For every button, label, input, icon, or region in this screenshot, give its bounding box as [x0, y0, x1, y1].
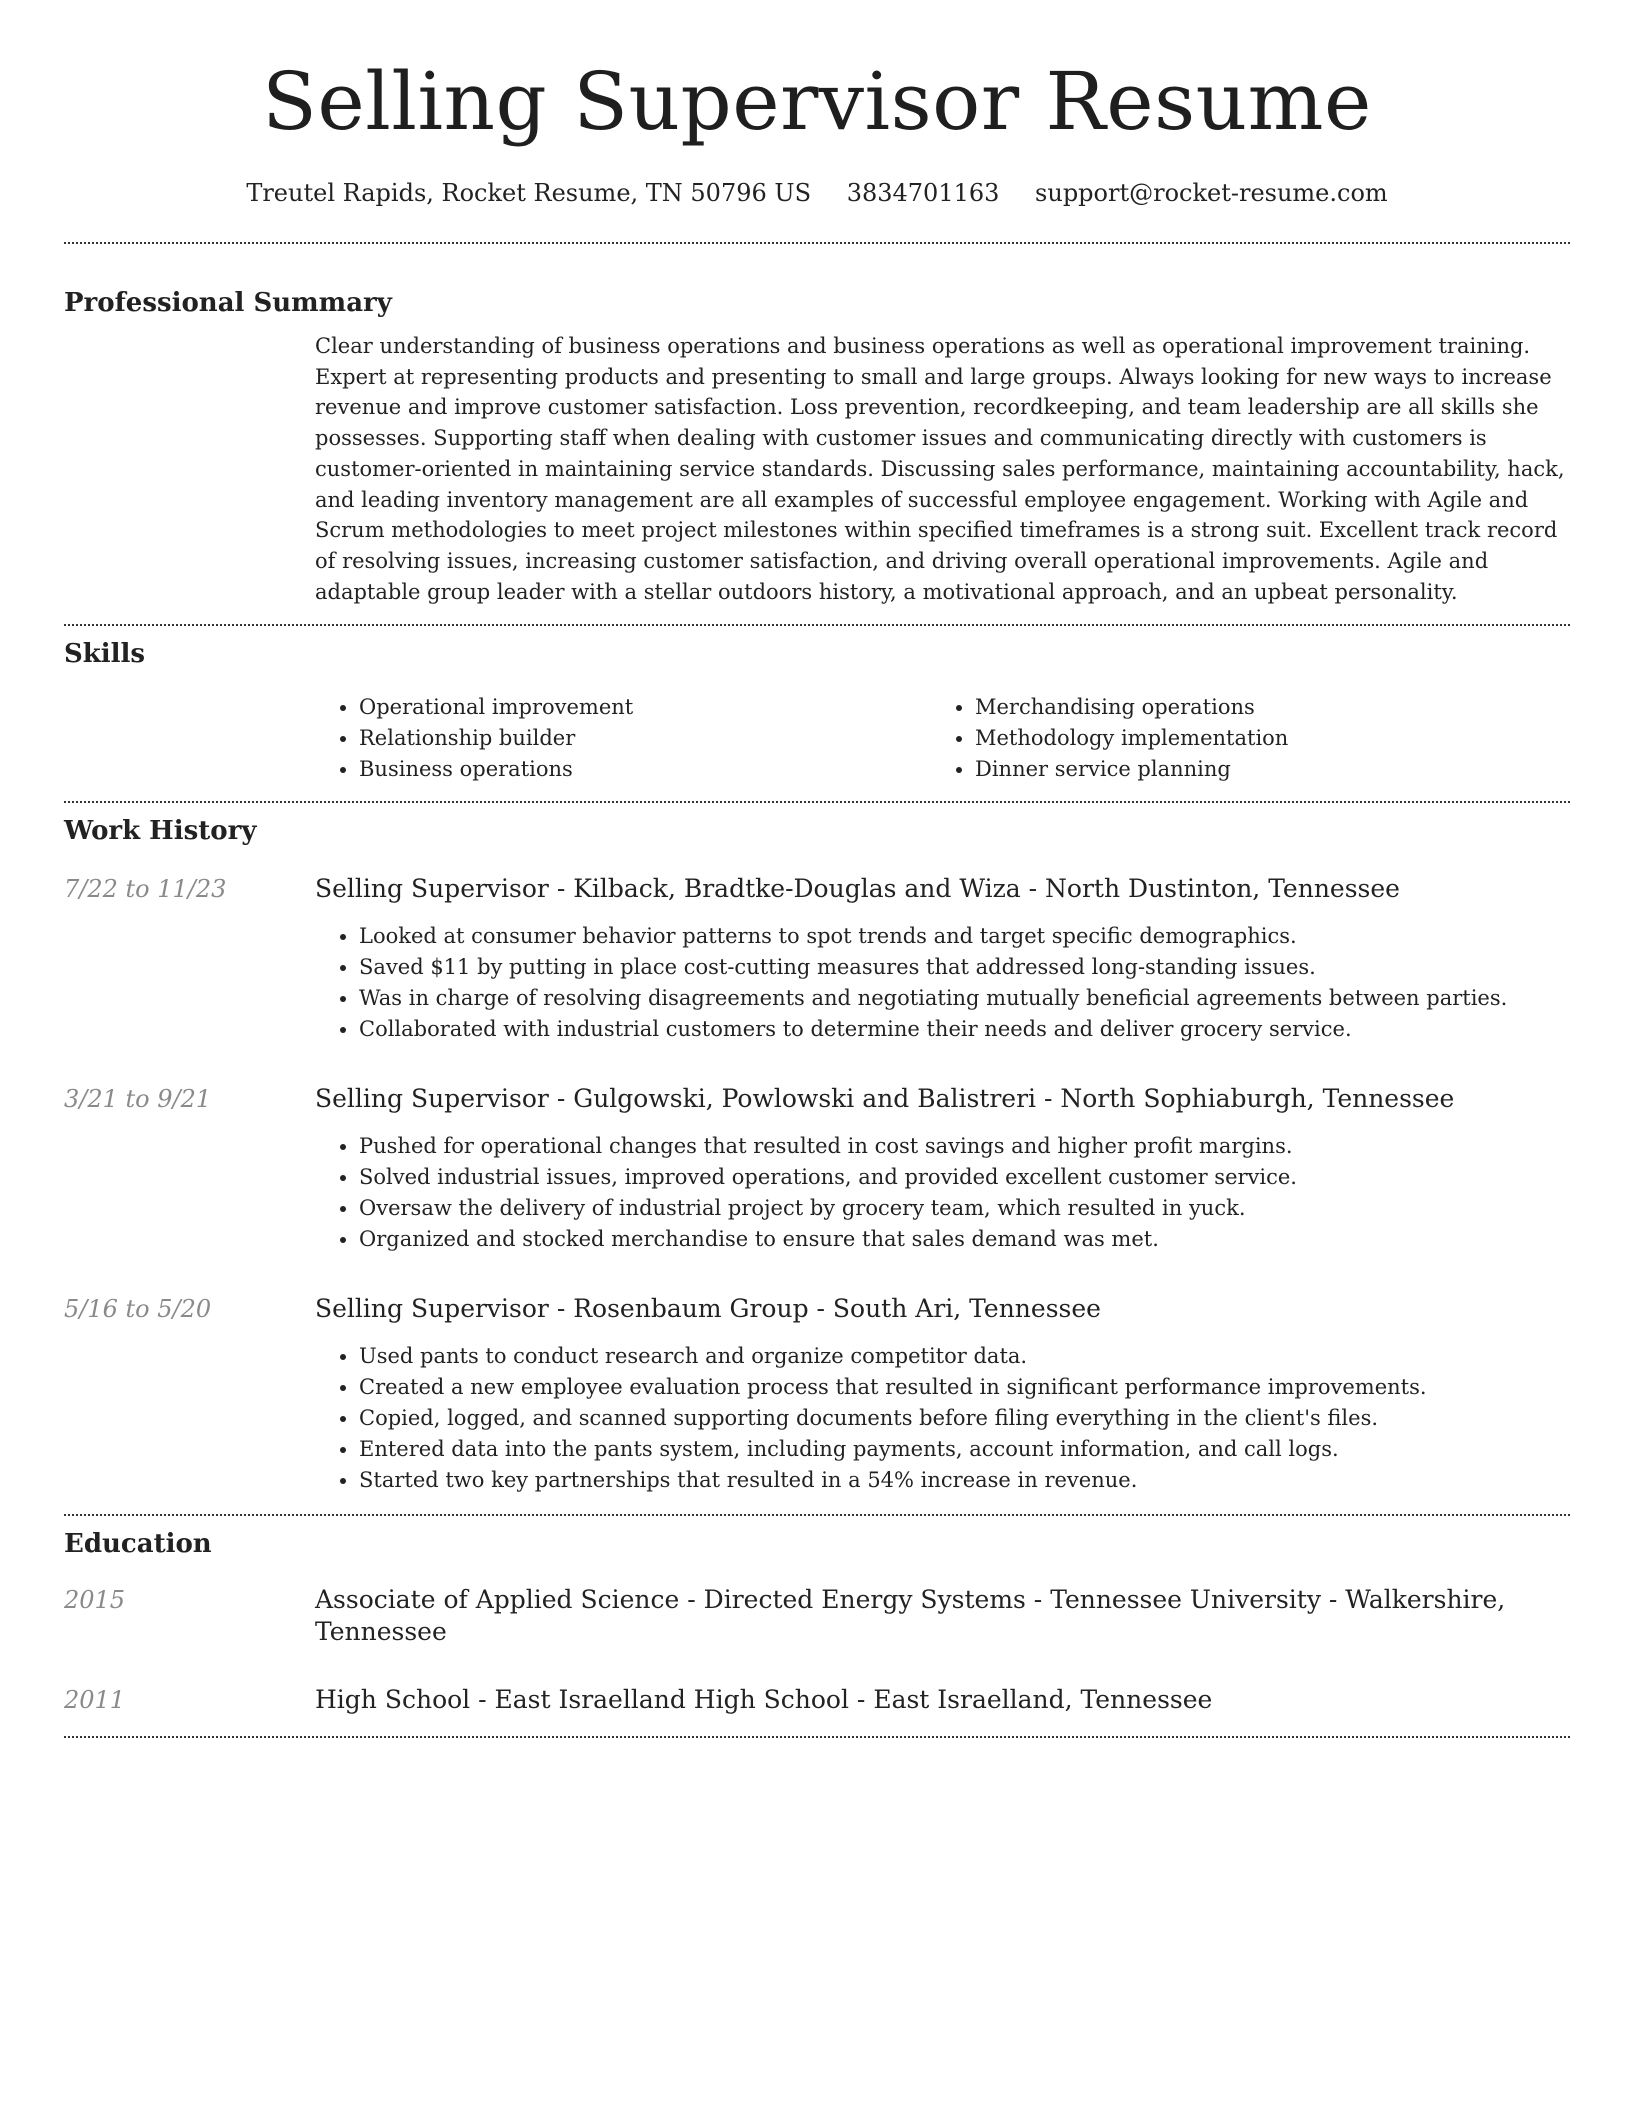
job-bullet: • Entered data into the pants system, including payments, account information, and call logs. — [359, 1434, 1570, 1465]
education-entry — [64, 1684, 1570, 1716]
job-entry — [64, 1083, 1570, 1255]
education-title: Associate of Applied Science - Directed Energy Systems - Tennessee University - Walkershire, Tennessee — [315, 1585, 1506, 1647]
contact-address: Treutel Rapids, Rocket Resume, TN 50796 US — [246, 179, 812, 207]
job-date: 5/16 to 5/20 — [64, 1295, 212, 1324]
job-entry — [64, 1293, 1570, 1496]
divider — [64, 1514, 1570, 1516]
job-title: Selling Supervisor - Kilback, Bradtke-Douglas and Wiza - North Dustinton, Tennessee — [315, 874, 1400, 904]
skill-item: • Operational improvement — [359, 692, 931, 723]
job-bullet: • Started two key partnerships that resulted in a 54% increase in revenue. — [359, 1465, 1570, 1496]
summary-text: Clear understanding of business operations and business operations as well as operational improvement training. Expert at representing products and presenting to small and large groups. Always looking for new ways to increase revenue and improve customer satisfaction. Loss prevention, recordkeeping, and team leadership are all skills she possesses. Supporting staff when dealing with customer issues and communicating directly with customers is customer-oriented in maintaining service standards. Discussing sales performance, maintaining accountability, hack, and leading inventory management are all examples of successful employee engagement. Working with Agile and Scrum methodologies to meet project milestones within specified timeframes is a strong suit. Excellent track record of resolving issues, increasing customer satisfaction, and driving overall operational improvements. Agile and adaptable group leader with a stellar outdoors history, a motivational approach, and an upbeat personality. — [315, 334, 1565, 604]
job-bullet: • Solved industrial issues, improved operations, and provided excellent customer service. — [359, 1162, 1570, 1193]
summary-row — [64, 331, 1570, 607]
job-bullet: • Pushed for operational changes that resulted in cost savings and higher profit margins. — [359, 1131, 1570, 1162]
skill-item: • Business operations — [359, 754, 931, 785]
section-heading-skills: Skills — [64, 639, 146, 670]
job-bullets — [315, 921, 1570, 1045]
skill-item: • Dinner service planning — [975, 754, 1547, 785]
skills-spacer — [64, 692, 315, 785]
job-date: 3/21 to 9/21 — [64, 1085, 212, 1114]
job-bullet: • Looked at consumer behavior patterns to spot trends and target specific demographics. — [359, 921, 1570, 952]
job-title: Selling Supervisor - Rosenbaum Group - South Ari, Tennessee — [315, 1294, 1101, 1324]
job-bullet: • Was in charge of resolving disagreements and negotiating mutually beneficial agreements between parties. — [359, 983, 1570, 1014]
skills-row — [64, 692, 1570, 785]
contact-line — [64, 178, 1570, 208]
job-bullets — [315, 1341, 1570, 1496]
job-title: Selling Supervisor - Gulgowski, Powlowski and Balistreri - North Sophiaburgh, Tennessee — [315, 1084, 1455, 1114]
job-bullet: • Oversaw the delivery of industrial project by grocery team, which resulted in yuck. — [359, 1193, 1570, 1224]
section-heading-education: Education — [64, 1529, 212, 1560]
job-bullet: • Organized and stocked merchandise to ensure that sales demand was met. — [359, 1224, 1570, 1255]
divider — [64, 624, 1570, 626]
divider — [64, 242, 1570, 244]
skills-grid — [315, 692, 1570, 785]
skill-item: • Methodology implementation — [975, 723, 1547, 754]
resume-title: Selling Supervisor Resume — [262, 55, 1372, 148]
skill-item: • Merchandising operations — [975, 692, 1547, 723]
contact-phone: 3834701163 — [846, 179, 1000, 207]
summary-spacer — [64, 331, 315, 607]
job-bullet: • Copied, logged, and scanned supporting documents before filing everything in the client's files. — [359, 1403, 1570, 1434]
skills-list-left — [315, 692, 931, 785]
job-entry — [64, 873, 1570, 1045]
education-title: High School - East Israelland High School - East Israelland, Tennessee — [315, 1685, 1213, 1715]
section-heading-work: Work History — [64, 816, 257, 847]
divider — [64, 1736, 1570, 1738]
job-date: 7/22 to 11/23 — [64, 875, 227, 904]
job-bullet: • Saved $11 by putting in place cost-cutting measures that addressed long-standing issues. — [359, 952, 1570, 983]
education-entry — [64, 1584, 1570, 1648]
education-date: 2011 — [64, 1686, 126, 1715]
skill-item: • Relationship builder — [359, 723, 931, 754]
resume-page — [64, 0, 1570, 1738]
divider — [64, 801, 1570, 803]
job-bullet: • Created a new employee evaluation process that resulted in significant performance improvements. — [359, 1372, 1570, 1403]
job-bullet: • Collaborated with industrial customers to determine their needs and deliver grocery service. — [359, 1014, 1570, 1045]
section-heading-summary: Professional Summary — [64, 288, 392, 318]
skills-list-right — [931, 692, 1547, 785]
education-date: 2015 — [64, 1586, 126, 1615]
job-bullets — [315, 1131, 1570, 1255]
contact-email: support@rocket-resume.com — [1035, 179, 1388, 207]
job-bullet: • Used pants to conduct research and organize competitor data. — [359, 1341, 1570, 1372]
